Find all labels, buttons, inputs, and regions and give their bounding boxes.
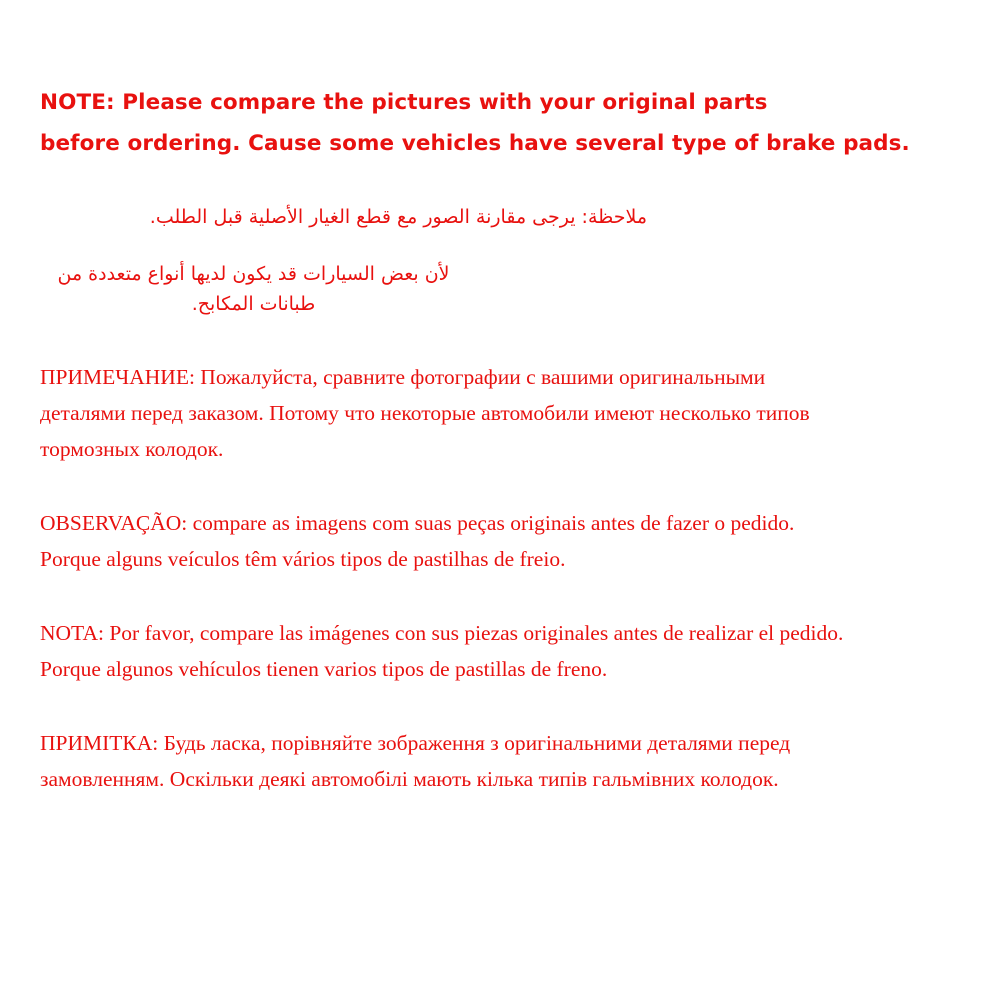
note-portuguese-line-2: Porque alguns veículos têm vários tipos de pastilhas de freio. xyxy=(40,547,566,571)
note-english-line-1: NOTE: Please compare the pictures with your original parts xyxy=(40,90,768,115)
note-spanish xyxy=(40,615,980,687)
note-russian-line-2: деталями перед заказом. Потому что некоторые автомобили имеют несколько типов xyxy=(40,401,810,425)
note-english-line-2: before ordering. Cause some vehicles have several type of brake pads. xyxy=(40,131,910,156)
note-portuguese xyxy=(40,505,980,577)
note-ukrainian-line-1: ПРИМІТКА: Будь ласка, порівняйте зображення з оригінальними деталями перед xyxy=(40,731,791,755)
note-russian-line-3: тормозных колодок. xyxy=(40,437,224,461)
note-spanish-line-2: Porque algunos vehículos tienen varios tipos de pastillas de freno. xyxy=(40,657,608,681)
note-arabic xyxy=(40,202,980,319)
note-ukrainian xyxy=(40,725,980,797)
note-russian-line-1: ПРИМЕЧАНИЕ: Пожалуйста, сравните фотографии с вашими оригинальными xyxy=(40,365,766,389)
note-english xyxy=(40,82,980,164)
note-arabic-line-1: ملاحظة: يرجى مقارنة الصور مع قطع الغيار الأصلية قبل الطلب. xyxy=(149,206,647,228)
note-spanish-line-1: NOTA: Por favor, compare las imágenes con sus piezas originales antes de realizar el pedido. xyxy=(40,621,844,645)
note-russian xyxy=(40,359,980,467)
note-arabic-line-2: لأن بعض السيارات قد يكون لديها أنواع متعددة من طبانات المكابح. xyxy=(57,263,450,315)
note-portuguese-line-1: OBSERVAÇÃO: compare as imagens com suas peças originais antes de fazer o pedido. xyxy=(40,511,795,535)
note-ukrainian-line-2: замовленням. Оскільки деякі автомобілі мають кілька типів гальмівних колодок. xyxy=(40,767,779,791)
